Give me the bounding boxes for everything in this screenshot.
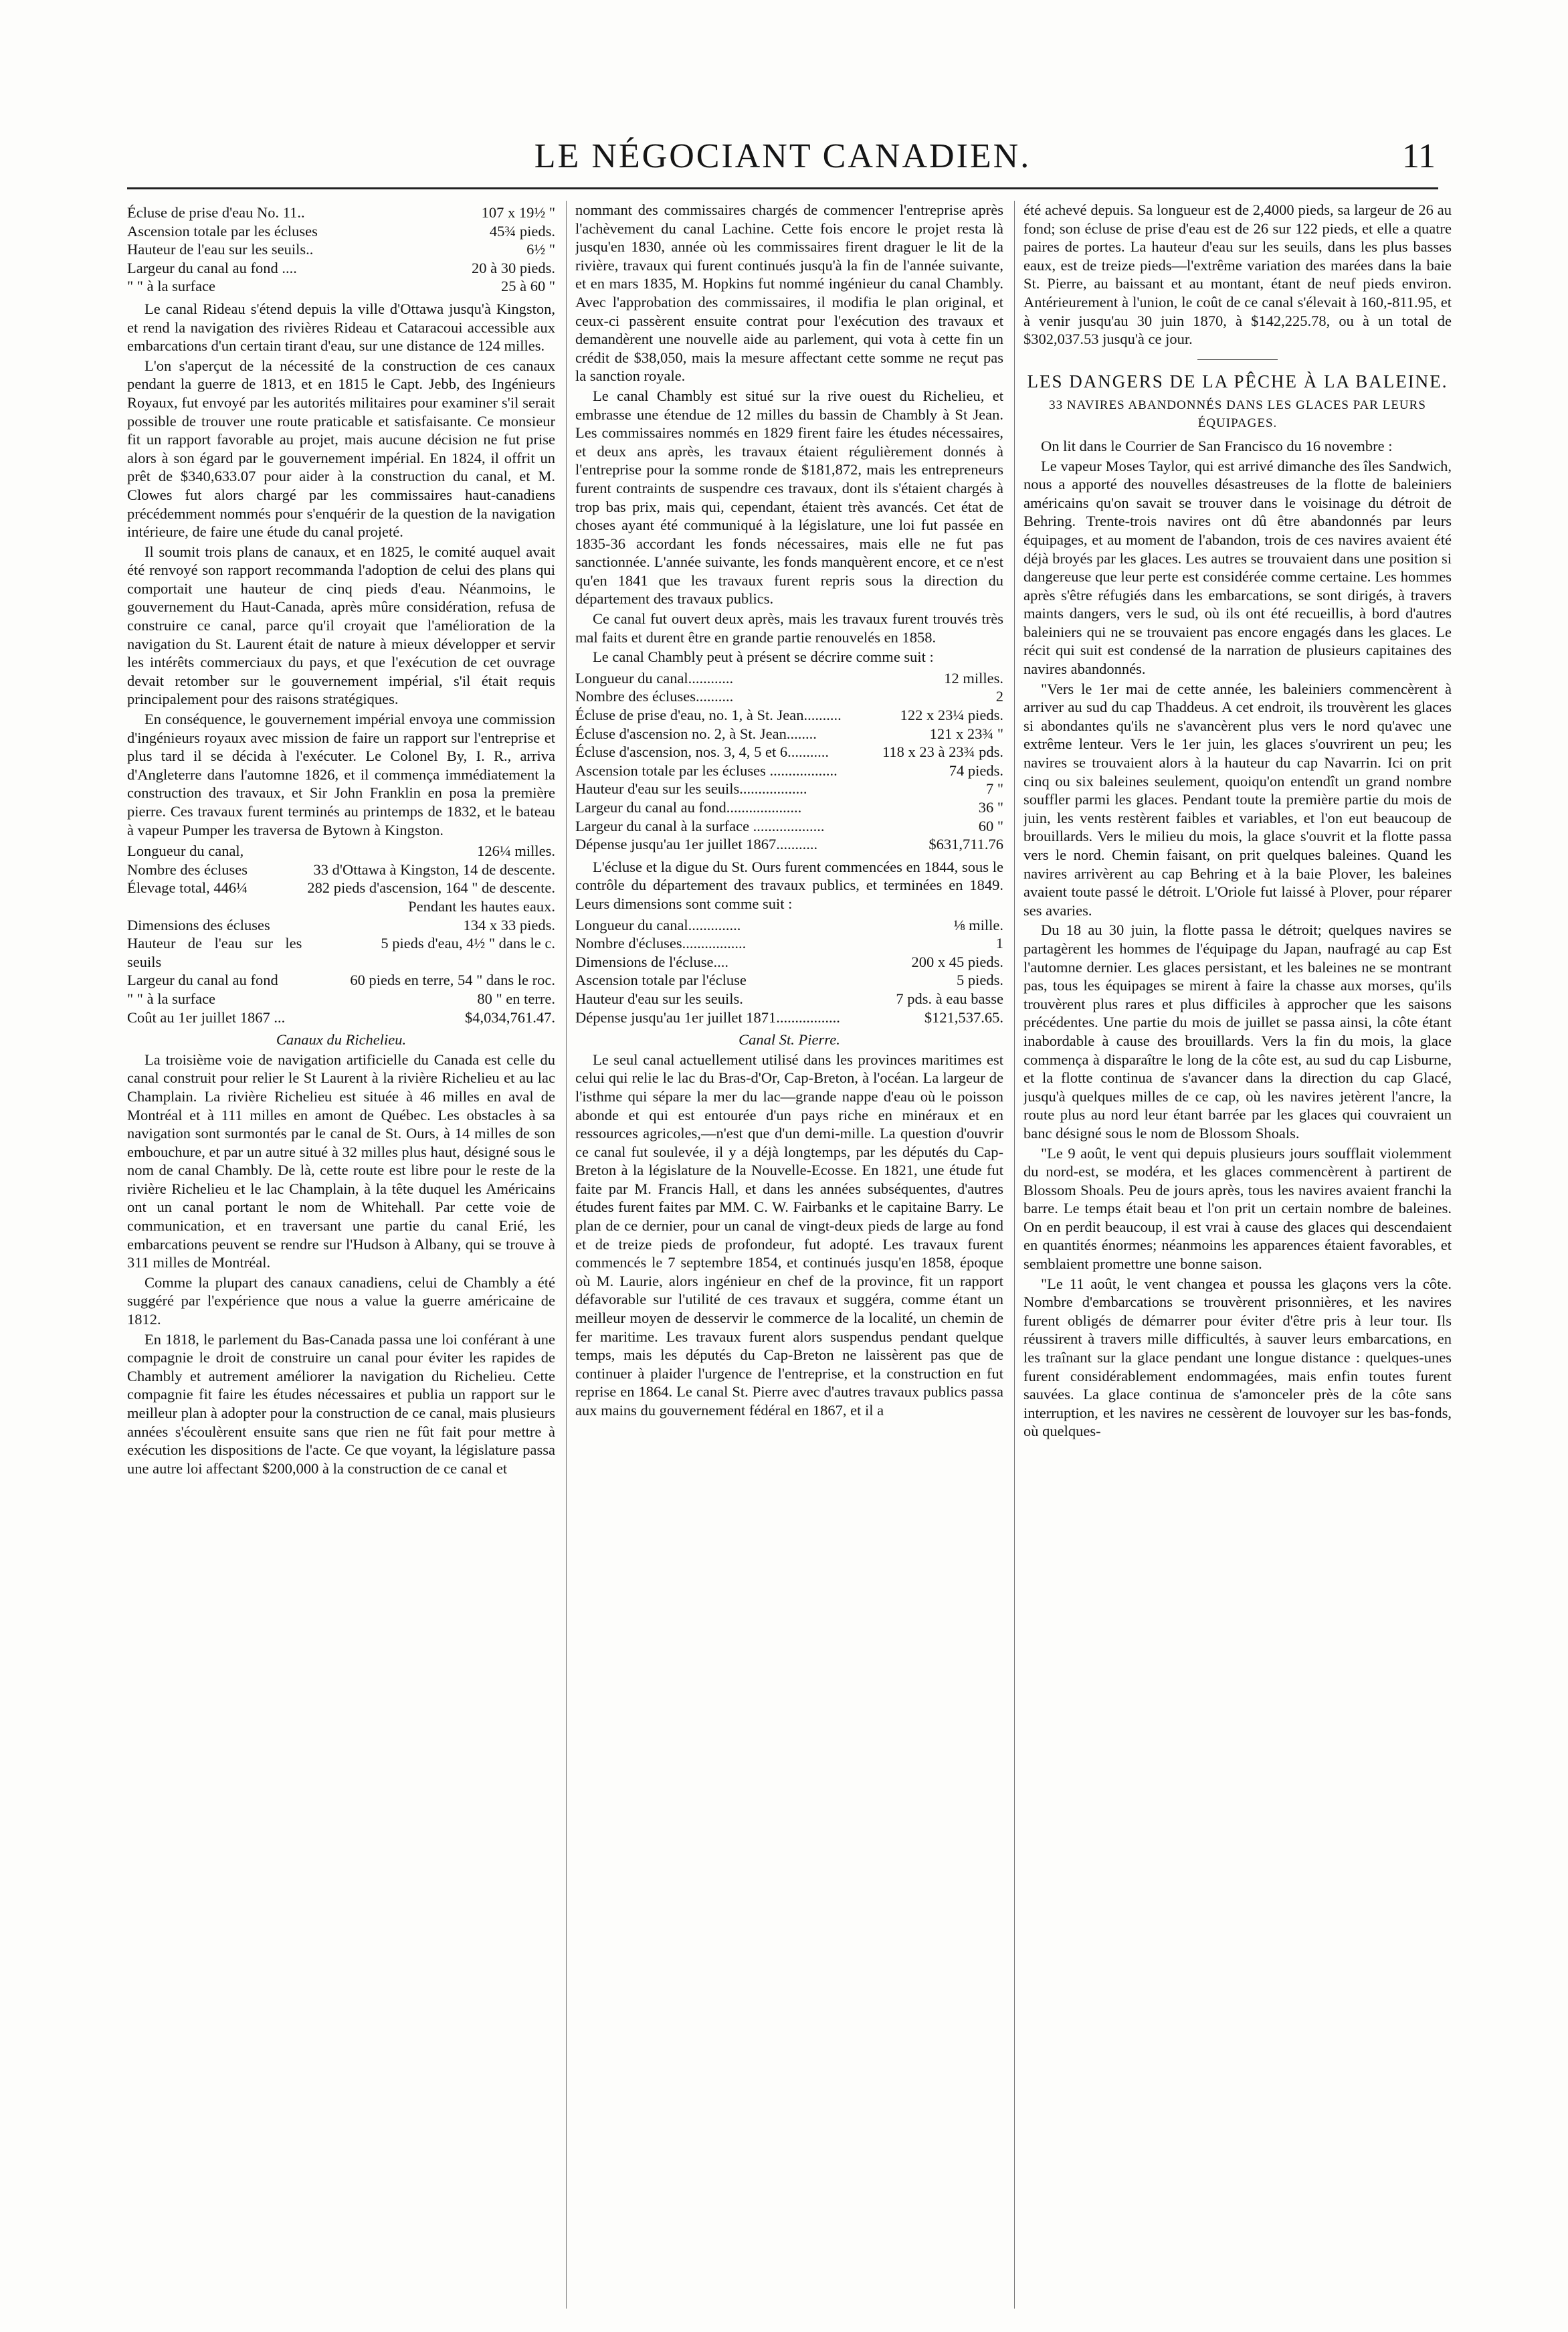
column-divider xyxy=(1014,201,1015,2309)
spec-table xyxy=(575,669,1003,854)
spec-label: Hauteur de l'eau sur les seuils xyxy=(127,935,302,970)
spec-label: Élevage total, 446¼ xyxy=(127,879,248,897)
spec-value: 25 à 60 " xyxy=(500,278,555,295)
spec-label: Hauteur d'eau sur les seuils. xyxy=(575,990,743,1007)
spec-value: 60 " xyxy=(978,817,1003,834)
spec-row xyxy=(127,879,555,897)
spec-value: 2 xyxy=(995,688,1003,705)
spec-label: Dépense jusqu'au 1er juillet 1867........... xyxy=(575,836,818,853)
spec-label: Nombre des écluses xyxy=(127,861,248,878)
spec-row xyxy=(127,934,555,971)
page-number: 11 xyxy=(1401,137,1436,175)
spec-value: $4,034,761.47. xyxy=(465,1008,555,1026)
spec-label: Largeur du canal au fond .... xyxy=(127,259,297,276)
spec-row xyxy=(575,1008,1003,1027)
spec-value: 5 pieds. xyxy=(957,972,1003,989)
spec-table xyxy=(127,842,555,1026)
spec-row xyxy=(575,953,1003,972)
paragraph: L'on s'aperçut de la nécessité de la construction de ces canaux pendant la guerre de 1813, et en 1815 le Capt. Jebb, des Ingénieurs Royaux, fut envoyé par les autorités militaires pour examiner s'il serait possible de trouver une route praticable et satisfaisante. Ce monsieur fit un rapport favorable au projet, mais aucune décision ne fut prise alors à son égard par le gouvernement impérial. En 1824, il offrit un prêt de $340,633.07 pour aider à la construction du canal, et M. Clowes fut alors chargé par les commissaires haut-canadiens précédemment nommés pour s'enquérir de la question de la navigation intérieure, de faire une étude du canal projeté. xyxy=(127,357,555,541)
spec-value: 200 x 45 pieds. xyxy=(911,953,1003,970)
spec-row xyxy=(127,240,555,259)
spec-value: 121 x 23¾ " xyxy=(929,725,1003,742)
spec-row xyxy=(575,669,1003,688)
spec-row xyxy=(575,835,1003,854)
spec-row xyxy=(575,798,1003,817)
section-subhead: Canaux du Richelieu. xyxy=(276,1031,407,1049)
spec-label: Dimensions des écluses xyxy=(127,916,270,933)
paragraph: On lit dans le Courrier de San Francisco du 16 novembre : xyxy=(1041,437,1393,454)
spec-row xyxy=(575,990,1003,1008)
spec-row xyxy=(575,743,1003,761)
spec-label: Écluse d'ascension, nos. 3, 4, 5 et 6........... xyxy=(575,743,829,761)
spec-label: Coût au 1er juillet 1867 ... xyxy=(127,1008,286,1026)
spec-row xyxy=(127,861,555,879)
spec-row xyxy=(575,725,1003,743)
spec-label: " " à la surface xyxy=(127,990,216,1007)
spec-label: Écluse de prise d'eau No. 11.. xyxy=(127,204,305,221)
spec-label: Largeur du canal au fond.................... xyxy=(575,799,802,816)
spec-label: " " à la surface xyxy=(127,278,216,295)
paragraph: Le seul canal actuellement utilisé dans les provinces maritimes est celui qui relie le lac du Bras-d'Or, Cap-Breton, à l'océan. La largeur de l'isthme qui sépare la mer du lac—grande nappe d'eau où le poisson abonde et qui est entourée d'un pays riche en minéraux et en ressources agricoles,—n'est que d'un demi-mille. La question d'ouvrir ce canal fut soulevée, il y a déjà longtemps, par les députés du Cap-Breton à la législature de la Nouvelle-Ecosse. En 1821, une étude fut faite par M. Francis Hall, et dans les années subséquentes, d'autres études furent faites par MM. C. W. Fairbanks et le capitaine Barry. Le plan de ce dernier, pour un canal de vingt-deux pieds de large au fond et de treize pieds de profondeur, fut adopté. Les travaux furent commencés le 7 septembre 1854, et continués jusqu'en 1858, époque où M. Laurie, alors ingénieur en chef de la province, fit un rapport défavorable sur l'utilité de ces travaux et suggéra, comme étant un meilleur moyen de desservir le commerce de la localité, un chemin de fer maritime. Les travaux furent alors suspendus pendant quelque temps, mais les députés du Cap-Breton ne laissèrent pas que de continuer à plaider l'urgence de l'entreprise, et la construction en fut reprise en 1864. Le canal St. Pierre avec d'autres travaux publics passa aux mains du gouvernement fédéral en 1867, et il a xyxy=(575,1051,1003,1419)
spec-row xyxy=(127,1008,555,1027)
spec-label: Hauteur d'eau sur les seuils.................. xyxy=(575,780,807,798)
spec-value: 6½ " xyxy=(526,241,555,258)
spec-label: Écluse d'ascension no. 2, à St. Jean........ xyxy=(575,725,817,742)
spec-label: Dépense jusqu'au 1er juillet 1871................. xyxy=(575,1008,840,1026)
paragraph: Comme la plupart des canaux canadiens, celui de Chambly a été suggéré par l'expérience que nous a value la guerre américaine de 1812. xyxy=(127,1273,555,1328)
spec-row xyxy=(575,706,1003,725)
spec-value: 107 x 19½ " xyxy=(481,204,555,221)
paragraph: Ce canal fut ouvert deux après, mais les travaux furent trouvés très mal faits et durent être en grande partie renouvelés en 1858. xyxy=(575,610,1003,646)
page-header xyxy=(127,127,1438,189)
paragraph: Du 18 au 30 juin, la flotte passa le détroit; quelques navires se partagèrent les hommes de l'équipage du Japan, naufragé au cap Est l'automne dernier. Les glaces persistant, et les baleines ne se montrant pas, tous les équipages se mirent à faire la chasse aux morses, qu'ils trouvèrent plus rares et plus difficiles à approcher que les saisons précédentes. Une partie du mois de juillet se passa ainsi, la côte étant inabordable à cause des brouillards. Vers la fin du mois, la glace commença à disparaître le long de la côte est, au sud du cap Lisburne, et la flotte continua de s'avancer dans la direction du cap Glacé, jusqu'à quelques milles de ce cap, où les navires jetèrent l'ancre, la route plus au nord leur étant barrée par les glaces qui couvraient un banc désigné sous le nom de Blossom Shoals. xyxy=(1023,921,1452,1142)
spec-label: Ascension totale par les écluses xyxy=(127,222,318,240)
spec-value: Pendant les hautes eaux. xyxy=(408,897,555,915)
paragraph: En conséquence, le gouvernement impérial envoya une commission d'ingénieurs royaux avec mission de faire un rapport sur l'entreprise et plus tard il se décida à l'exécuter. Le Colonel By, I. R., arriva d'Angleterre dans l'automne 1826, et il commença immédiatement la construction des travaux, et Sir John Franklin en posa la première pierre. Ces travaux furent terminés au printemps de 1832, et le bateau à vapeur Pumper les traversa de Bytown à Kingston. xyxy=(127,711,555,838)
column-2 xyxy=(575,201,1003,2309)
spec-label: Écluse de prise d'eau, no. 1, à St. Jean.......... xyxy=(575,707,842,724)
spec-value: 36 " xyxy=(978,799,1003,816)
paragraph: nommant des commissaires chargés de commencer l'entreprise après l'achèvement du canal Lachine. Cette fois encore le projet resta là jusqu'en 1830, année où les commissaires firent draguer le lit de la rivière, travaux qui furent continués jusqu'à la fin de l'année suivante, et en mars 1835, M. Hopkins fut nommé ingénieur du canal Chambly. Avec l'approbation des commissaires, il modifia le plan original, et ceux-ci passèrent ensuite contrat pour l'exécution des travaux et demandèrent une nouvelle aide au parlement, qui vota à cette fin un crédit de $38,050, mais la mesure affectant cette somme ne reçut pas la sanction royale. xyxy=(575,201,1003,385)
spec-table xyxy=(575,916,1003,1027)
spec-value: 33 d'Ottawa à Kingston, 14 de descente. xyxy=(313,861,555,878)
spec-label: Nombre d'écluses................. xyxy=(575,935,747,952)
spec-row xyxy=(127,990,555,1008)
spec-value: 122 x 23¼ pieds. xyxy=(900,707,1003,724)
spec-label: Longueur du canal, xyxy=(127,842,244,860)
spec-row xyxy=(575,687,1003,706)
spec-value: 20 à 30 pieds. xyxy=(472,259,555,276)
spec-label: Ascension totale par l'écluse xyxy=(575,972,747,989)
column-1 xyxy=(127,201,555,2309)
paragraph: "Le 9 août, le vent qui depuis plusieurs jours soufflait violemment du nord-est, se modéra, et les glaces commencèrent à partirent de Blossom Shoals. Peu de jours après, tous les navires avaient franchi la barre. Le temps était beau et l'on prit un certain nombre de baleines. On en perdit beaucoup, il est vrai à cause des glaces qui descendaient en quantités énormes; néanmoins les apparences étaient favorables, et semblaient promettre une bonne saison. xyxy=(1023,1144,1452,1273)
article-headline: LES DANGERS DE LA PÊCHE À LA BALEINE. xyxy=(1027,371,1448,391)
spec-value: 5 pieds d'eau, 4½ " dans le c. xyxy=(381,935,555,952)
spec-label: Dimensions de l'écluse.... xyxy=(575,953,729,970)
spec-row xyxy=(575,971,1003,990)
spec-row xyxy=(575,916,1003,935)
spec-row xyxy=(127,916,555,935)
spec-row xyxy=(127,222,555,241)
spec-row xyxy=(575,934,1003,953)
paragraph: été achevé depuis. Sa longueur est de 2,4000 pieds, sa largeur de 26 au fond; son écluse de prise d'eau est de 26 sur 122 pieds, et elle a quatre paires de portes. La hauteur d'eau sur les seuils, dans les plus basses eaux, est de treize pieds—l'extrême variation des marées dans la baie St. Pierre, au baissant et au montant, étant de neuf pieds environ. Antérieurement à l'union, le coût de ce canal s'élevait à 160,-811.95, et à venir jusqu'au 30 juin 1870, à $142,225.78, ou à un total de $302,037.53 jusqu'à ce jour. xyxy=(1023,201,1452,348)
spec-row xyxy=(575,817,1003,836)
spec-value: 74 pieds. xyxy=(949,761,1003,779)
paragraph: En 1818, le parlement du Bas-Canada passa une loi conférant à une compagnie le droit de construire un canal pour éviter les rapides de Chambly et autrement améliorer la navigation du Richelieu. Cette compagnie fit faire les études nécessaires et publia un rapport sur le meilleur plan à adopter pour la construction de ce canal, mais plusieurs années s'écoulèrent ensuite sans que rien ne fût fait pour mettre à exécution les dispositions de l'acte. Ce que voyant, la législature passa une autre loi affectant $200,000 à la construction de ce canal et xyxy=(127,1330,555,1477)
spec-value: $631,711.76 xyxy=(928,836,1003,853)
article-subheadline: 33 NAVIRES ABANDONNÉS DANS LES GLACES PAR LEURS ÉQUIPAGES. xyxy=(1049,397,1426,431)
spec-value: 134 x 33 pieds. xyxy=(463,916,555,933)
spec-value: 45¾ pieds. xyxy=(489,222,555,240)
paragraph: La troisième voie de navigation artificielle du Canada est celle du canal construit pour relier le St Laurent à la rivière Richelieu et au lac Champlain. La rivière Richelieu est située à 46 milles en aval de Montréal et à 111 milles en amont de Québec. Les obstacles à sa navigation sont surmontés par le canal de St. Ours, à 14 milles de son embouchure, et par un autre situé à 32 milles plus haut, désigné sous le nom de canal Chambly. De là, cette route est libre pour le reste de la rivière Richelieu et le lac Champlain, à la tête duquel les Américains ont un canal portant le nom de Whitehall. Par cette voie de communication, et en traversant une partie du canal Erié, les embarcations peuvent se rendre sur l'Hudson à Albany, qui se trouve à 311 milles de Montréal. xyxy=(127,1051,555,1271)
paragraph: "Le 11 août, le vent changea et poussa les glaçons vers la côte. Nombre d'embarcations se trouvèrent prisonnières, et les navires furent obligés de démarrer pour éviter d'être pris à leur tour. Ils réussirent à travers mille difficultés, à sauver leurs embarcations, en les traînant sur la glace pendant une longue distance : quelques-unes furent considérablement endommagées, mais enfin toutes furent sauvées. La glace continua de s'amonceler près de la côte sans interruption, et les navires ne cessèrent de louvoyer sur les bas-fonds, où quelques- xyxy=(1023,1275,1452,1440)
paragraph: L'écluse et la digue du St. Ours furent commencées en 1844, sous le contrôle du département des travaux publics, et terminées en 1849. Leurs dimensions sont comme suit : xyxy=(575,858,1003,912)
spec-value: 7 pds. à eau basse xyxy=(896,990,1003,1007)
paragraph: Le canal Chambly est situé sur la rive ouest du Richelieu, et embrasse une étendue de 12 milles du bassin de Chambly à St Jean. Les commissaires nommés en 1829 firent faire les études nécessaires, et deux ans après, les travaux étaient régulièrement donnés à l'entreprise pour la somme ronde de $181,872, mais les entrepreneurs furent contraints de suspendre ces travaux, dont ils s'étaient chargés à trop bas prix, mais qui, cependant, étaient très avancés. Cet état de choses ayant été communiqué à la législature, une loi fut passée en 1835-36 accordant les fonds nécessaires, mais elle ne fut pas sanctionnée. L'année suivante, les fonds manquèrent encore, et ce n'est qu'en 1841 que les travaux furent repris sous la direction du département des travaux publics. xyxy=(575,387,1003,608)
spec-row xyxy=(127,259,555,278)
spec-row xyxy=(127,897,555,916)
spec-value: 60 pieds en terre, 54 " dans le roc. xyxy=(350,972,555,989)
column-3 xyxy=(1023,201,1452,2309)
spec-label: Nombre des écluses.......... xyxy=(575,688,734,705)
spec-value: 12 milles. xyxy=(944,669,1003,687)
column-divider xyxy=(566,201,567,2309)
spec-label: Ascension totale par les écluses .................. xyxy=(575,761,838,779)
spec-value: 80 " en terre. xyxy=(477,990,555,1007)
paragraph: Le canal Rideau s'étend depuis la ville d'Ottawa jusqu'à Kingston, et rend la navigation des rivières Rideau et Cataracoui accessible aux embarcations d'un certain tirant d'eau, sur une distance de 124 milles. xyxy=(127,300,555,355)
section-separator xyxy=(1197,359,1278,360)
paragraph: Le vapeur Moses Taylor, qui est arrivé dimanche des îles Sandwich, nous a apporté des nouvelles désastreuses de la flotte de baleiniers américains qu'on savait se trouver dans le voisinage du détroit de Behring. Trente-trois navires ont dû être abandonnés par leurs équipages, et au moment de l'abandon, trois de ces navires avaient été déjà broyés par les glaces. Les autres se trouvaient dans une position si dangereuse que leur perte est considérée comme certaine. Les hommes après s'être réfugiés dans les embarcations, se sont dirigés, à travers maints dangers, vers le sud, où ils ont été recueillis, à bord d'autres baleiniers qui ne se trouvaient pas encore engagés dans les glaces. Le récit qui suit est condensé de la narration de plusieurs capitaines des navires abandonnés. xyxy=(1023,457,1452,678)
section-subhead: Canal St. Pierre. xyxy=(739,1031,840,1049)
paragraph: Il soumit trois plans de canaux, et en 1825, le comité auquel avait été renvoyé son rapport recommanda l'adoption de celui des plans qui comportait une hauteur de cinq pieds d'eau. Néanmoins, le gouvernement du Haut-Canada, après mûre considération, refusa de construire ce canal, parce qu'il croyait que l'amélioration de la navigation du St. Laurent était de nature à mieux développer et servir les intérêts commerciaux du pays, et que l'exécution de cet ouvrage devait retomber sur le gouvernement impérial, s'il était requis principalement pour des raisons stratégiques. xyxy=(127,543,555,708)
spec-value: ⅛ mille. xyxy=(953,916,1003,933)
spec-row xyxy=(127,971,555,990)
spec-label: Largeur du canal au fond xyxy=(127,972,278,989)
spec-value: 1 xyxy=(995,935,1003,952)
spec-label: Longueur du canal.............. xyxy=(575,916,741,933)
spec-row xyxy=(127,277,555,296)
spec-label: Largeur du canal à la surface ................... xyxy=(575,817,825,834)
spec-table xyxy=(127,203,555,296)
paragraph: Le canal Chambly peut à présent se décrire comme suit : xyxy=(593,648,934,666)
spec-value: 126¼ milles. xyxy=(477,842,555,860)
spec-row xyxy=(575,761,1003,780)
spec-value: $121,537.65. xyxy=(924,1008,1003,1026)
spec-row xyxy=(575,780,1003,798)
spec-label xyxy=(127,897,302,916)
spec-value: 282 pieds d'ascension, 164 " de descente. xyxy=(307,879,555,897)
spec-value: 7 " xyxy=(985,780,1003,798)
spec-value: 118 x 23 à 23¾ pds. xyxy=(882,743,1003,761)
masthead-title: LE NÉGOCIANT CANADIEN. xyxy=(534,137,1032,175)
spec-label: Longueur du canal............ xyxy=(575,669,734,687)
spec-label: Hauteur de l'eau sur les seuils.. xyxy=(127,241,314,258)
paragraph: "Vers le 1er mai de cette année, les baleiniers commencèrent à arriver au sud du cap Thaddeus. A cet endroit, ils trouvèrent les glaces si abondantes qu'ils ne s'avancèrent plus vers le nord qu'avec une extrême lenteur. Vers le 1er juin, les glaces s'ouvrirent un peu; les navires se trouvaient alors à la hauteur du cap Navarrin. Ici on prit cinq ou six baleines seulement, quoiqu'on entendît un grand nombre souffler parmi les glaces. Pendant toute la première partie du mois de juin, les vents restèrent faibles et variables, et l'on eut beaucoup de brouillards. Vers le milieu du mois, la glace s'ouvrit et la flotte passa vers le nord. Chemin faisant, on prit quelques baleines. Quand les navires arrivèrent au cap Behring et à la baie Plover, les baleines avaient toute passé le détroit. L'Oriole fut laissé à Plover, pour réparer ses avaries. xyxy=(1023,680,1452,919)
spec-row xyxy=(127,842,555,861)
spec-row xyxy=(127,203,555,222)
